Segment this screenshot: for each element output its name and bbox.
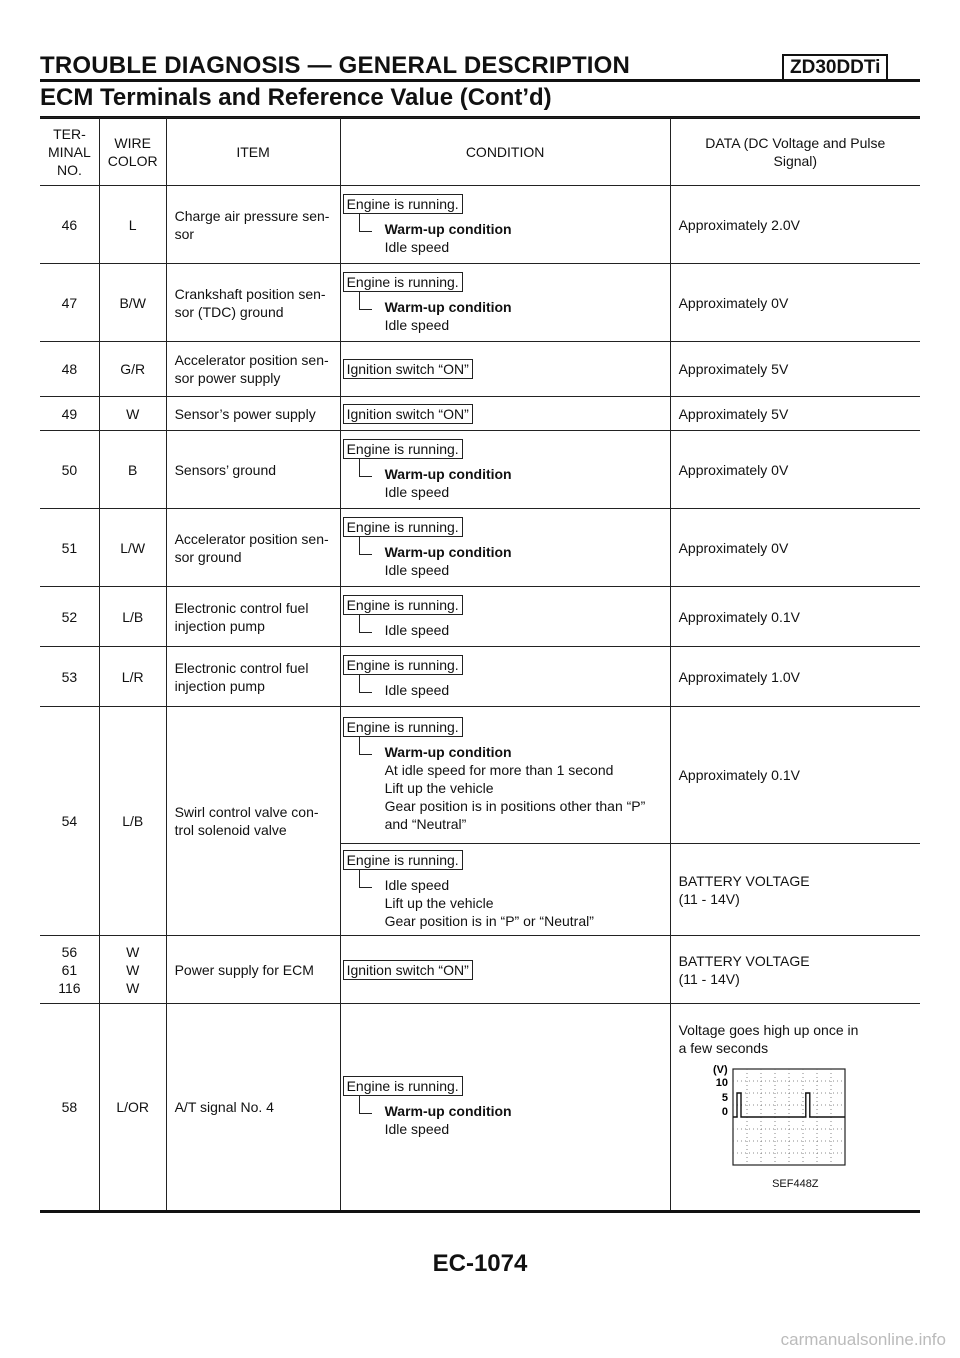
cell-line: Swirl control valve con- xyxy=(174,804,319,820)
condition-box: Engine is running. xyxy=(343,517,463,537)
wire-color-cell: L/R xyxy=(99,647,166,707)
col-wire-header: WIRE COLOR xyxy=(99,118,166,186)
cell-line: sor ground xyxy=(174,548,242,565)
cell-line: (11 - 14V) xyxy=(678,890,740,907)
condition-detail xyxy=(359,292,662,334)
cell-line: Approximately 2.0V xyxy=(678,216,800,233)
wire-color-cell: B xyxy=(99,431,166,509)
item-cell xyxy=(166,936,340,1004)
cell-line: Idle speed xyxy=(384,681,450,698)
cell-line: trol solenoid valve xyxy=(174,822,287,838)
condition-detail xyxy=(359,459,662,501)
scope-tick-label: 5 xyxy=(721,1092,728,1104)
cell-line: Approximately 0.1V xyxy=(678,767,800,783)
section-title: TROUBLE DIAGNOSIS — GENERAL DESCRIPTION xyxy=(40,52,631,79)
data-cell xyxy=(670,587,920,647)
col-data-header: DATA (DC Voltage and Pulse Signal) xyxy=(670,118,920,186)
table-row xyxy=(40,264,920,342)
cell-line: Approximately 5V xyxy=(678,361,789,377)
condition-cell xyxy=(340,936,670,1004)
cell-line: Approximately 1.0V xyxy=(678,668,800,685)
cell-line: injection pump xyxy=(174,617,265,634)
page-subtitle: ECM Terminals and Reference Value (Cont’d) xyxy=(40,84,552,111)
item-cell xyxy=(166,431,340,509)
condition-cell xyxy=(340,431,670,509)
terminal-cell: 46 xyxy=(40,186,99,264)
condition-cell xyxy=(340,186,670,264)
terminal-cell: 52 xyxy=(40,587,99,647)
condition-box: Engine is running. xyxy=(343,194,463,214)
table-row xyxy=(40,509,920,587)
data-cell xyxy=(670,397,920,431)
condition-cell xyxy=(340,397,670,431)
cell-line: Voltage goes high up once in xyxy=(678,1022,859,1038)
cell-line: At idle speed for more than 1 second xyxy=(384,762,614,778)
scope-tick-label: 0 xyxy=(721,1106,728,1118)
cell-line: Approximately 0V xyxy=(678,294,789,311)
table-row xyxy=(40,707,920,844)
cell-line: Lift up the vehicle xyxy=(384,894,494,911)
cell-line: Power supply for ECM xyxy=(174,961,314,978)
cell-line: Approximately 0.1V xyxy=(678,608,800,625)
cell-line: Idle speed xyxy=(384,316,450,333)
cell-line: injection pump xyxy=(174,677,265,694)
cell-line: Accelerator position sen- xyxy=(174,530,329,547)
terminal-cell: 47 xyxy=(40,264,99,342)
condition-cell xyxy=(340,264,670,342)
condition-detail xyxy=(359,675,662,699)
wire-color-cell: L/B xyxy=(99,707,166,936)
cell-line: Gear position is in positions other than “P” xyxy=(384,798,646,814)
table-row xyxy=(40,186,920,264)
cell-line: 61 xyxy=(61,961,78,978)
col-item-header: ITEM xyxy=(166,118,340,186)
cell-line: Crankshaft position sen- xyxy=(174,285,326,302)
scope-tick-label: 10 xyxy=(715,1077,728,1089)
condition-cell xyxy=(340,509,670,587)
terminal-cell: 54 xyxy=(40,707,99,936)
cell-line: Idle speed xyxy=(384,238,450,255)
condition-cell xyxy=(340,587,670,647)
cell-line: a few seconds xyxy=(678,1040,769,1056)
wire-color-cell: L/W xyxy=(99,509,166,587)
cell-line: Approximately 5V xyxy=(678,405,789,422)
table-row xyxy=(40,342,920,397)
cell-line: sor xyxy=(174,225,195,242)
condition-box: Ignition switch “ON” xyxy=(343,404,473,424)
data-cell xyxy=(670,431,920,509)
terminal-cell: 51 xyxy=(40,509,99,587)
item-cell xyxy=(166,509,340,587)
condition-cell xyxy=(340,1004,670,1212)
scope-unit: (V) xyxy=(712,1064,728,1076)
cell-line: A/T signal No. 4 xyxy=(174,1099,274,1115)
condition-box: Ignition switch “ON” xyxy=(343,359,473,379)
table-header-row xyxy=(40,118,920,186)
cell-line: 56 xyxy=(61,943,78,960)
terminal-cell: 50 xyxy=(40,431,99,509)
condition-box: Engine is running. xyxy=(343,439,463,459)
cell-line: and “Neutral” xyxy=(384,816,467,832)
figure-id: SEF448Z xyxy=(772,1178,819,1190)
condition-box: Engine is running. xyxy=(343,655,463,675)
wire-color-cell: L/OR xyxy=(99,1004,166,1212)
cell-line: sor power supply xyxy=(174,370,281,386)
item-cell xyxy=(166,342,340,397)
cell-line: Electronic control fuel xyxy=(174,659,309,676)
condition-detail xyxy=(359,214,662,256)
condition-detail xyxy=(359,537,662,579)
table-row xyxy=(40,936,920,1004)
cell-line: Sensor’s power supply xyxy=(174,405,316,422)
condition-bold: Warm-up condition xyxy=(384,1103,512,1119)
condition-cell xyxy=(340,342,670,397)
wire-color-cell: L/B xyxy=(99,587,166,647)
cell-line: W xyxy=(126,943,140,960)
item-cell xyxy=(166,1004,340,1212)
condition-bold: Warm-up condition xyxy=(384,298,512,315)
item-cell xyxy=(166,397,340,431)
condition-cell xyxy=(340,647,670,707)
data-cell xyxy=(670,844,920,936)
terminal-cell xyxy=(40,936,99,1004)
condition-bold: Warm-up condition xyxy=(384,220,512,237)
cell-line: Approximately 0V xyxy=(678,461,789,478)
condition-detail xyxy=(359,615,662,639)
data-cell xyxy=(670,342,920,397)
data-cell xyxy=(670,1004,920,1212)
cell-line: Sensors’ ground xyxy=(174,461,277,478)
terminal-cell: 49 xyxy=(40,397,99,431)
condition-bold: Warm-up condition xyxy=(384,543,512,560)
data-cell xyxy=(670,264,920,342)
cell-line: BATTERY VOLTAGE xyxy=(678,872,810,889)
oscilloscope-waveform xyxy=(691,1063,851,1171)
item-cell xyxy=(166,264,340,342)
item-cell xyxy=(166,587,340,647)
condition-detail xyxy=(359,1096,662,1138)
condition-box: Engine is running. xyxy=(343,272,463,292)
cell-line: Gear position is in “P” or “Neutral” xyxy=(384,912,594,929)
engine-badge: ZD30DDTi xyxy=(782,54,888,82)
item-cell xyxy=(166,647,340,707)
cell-line: Idle speed xyxy=(384,561,450,578)
condition-box: Engine is running. xyxy=(343,595,463,615)
terminal-cell: 53 xyxy=(40,647,99,707)
cell-line: Accelerator position sen- xyxy=(174,352,329,368)
cell-line: sor (TDC) ground xyxy=(174,303,284,320)
terminal-cell: 48 xyxy=(40,342,99,397)
cell-line: 116 xyxy=(58,979,81,996)
data-cell xyxy=(670,509,920,587)
data-cell xyxy=(670,936,920,1004)
condition-detail xyxy=(359,870,662,930)
item-cell xyxy=(166,186,340,264)
wire-color-cell: L xyxy=(99,186,166,264)
cell-line: Charge air pressure sen- xyxy=(174,207,330,224)
data-cell xyxy=(670,186,920,264)
wire-color-cell: W xyxy=(99,397,166,431)
condition-box: Ignition switch “ON” xyxy=(343,960,473,980)
item-cell xyxy=(166,707,340,936)
table-row xyxy=(40,1004,920,1212)
page-number: EC-1074 xyxy=(432,1250,528,1277)
condition-box: Engine is running. xyxy=(343,850,463,870)
cell-line: Electronic control fuel xyxy=(174,599,309,616)
col-condition-header: CONDITION xyxy=(340,118,670,186)
ecm-terminal-table xyxy=(40,117,920,1213)
wire-color-cell: G/R xyxy=(99,342,166,397)
cell-line: Idle speed xyxy=(384,1121,450,1137)
cell-line: (11 - 14V) xyxy=(678,970,740,987)
wire-color-cell xyxy=(99,936,166,1004)
cell-line: Approximately 0V xyxy=(678,539,789,556)
wire-color-cell: B/W xyxy=(99,264,166,342)
col-terminal-header: TER- MINAL NO. xyxy=(40,118,99,186)
table-row xyxy=(40,587,920,647)
table-row xyxy=(40,397,920,431)
condition-cell xyxy=(340,844,670,936)
cell-line: Lift up the vehicle xyxy=(384,780,494,796)
condition-box: Engine is running. xyxy=(343,1076,463,1096)
terminal-cell: 58 xyxy=(40,1004,99,1212)
data-cell xyxy=(670,647,920,707)
condition-box: Engine is running. xyxy=(343,717,463,737)
cell-line: BATTERY VOLTAGE xyxy=(678,952,810,969)
cell-line: Idle speed xyxy=(384,483,450,500)
watermark: carmanualsonline.info xyxy=(780,1330,946,1349)
cell-line: W xyxy=(126,961,140,978)
cell-line: Idle speed xyxy=(384,876,450,893)
table-row xyxy=(40,647,920,707)
condition-bold: Warm-up condition xyxy=(384,465,512,482)
data-cell xyxy=(670,707,920,844)
condition-detail xyxy=(359,737,662,833)
condition-bold: Warm-up condition xyxy=(384,744,512,760)
header-rule xyxy=(40,79,920,82)
cell-line: W xyxy=(126,979,140,996)
cell-line: Idle speed xyxy=(384,621,450,638)
condition-cell xyxy=(340,707,670,844)
table-row xyxy=(40,431,920,509)
